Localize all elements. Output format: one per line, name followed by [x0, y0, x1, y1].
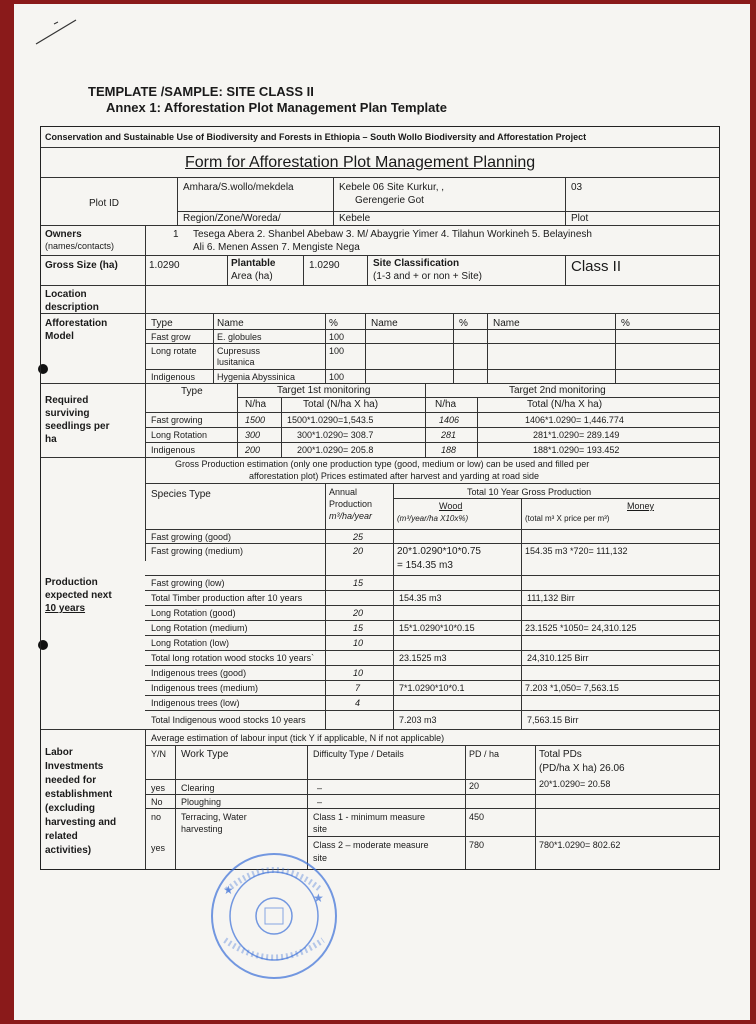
kebele-label: Kebele	[339, 213, 371, 224]
target-2-title: Target 2nd monitoring	[509, 385, 606, 396]
labor-label-5: (excluding	[45, 803, 96, 814]
production-wood: 7.203 m3	[399, 715, 437, 725]
production-species: Total Indigenous wood stocks 10 years	[151, 715, 306, 725]
owners-num: 1	[173, 229, 179, 240]
seedlings-label: Required	[45, 395, 89, 406]
seedlings-n2: 281	[441, 430, 457, 440]
model-col-name-2: Name	[371, 318, 398, 329]
production-wood: 20*1.0290*10*0.75	[397, 546, 481, 557]
seedlings-type: Indigenous	[151, 445, 196, 455]
owners-line-2: Ali 6. Menen Assen 7. Mengiste Nega	[193, 242, 360, 253]
labor-diff: –	[317, 797, 323, 807]
production-annual: 10	[353, 638, 364, 648]
seedlings-label-3: seedlings per	[45, 421, 110, 432]
model-col-pct-2: %	[459, 318, 468, 329]
labor-pd: 20	[469, 781, 480, 791]
labor-pd: 450	[469, 812, 485, 822]
production-species: Long Rotation (low)	[151, 638, 230, 648]
production-annual: 25	[353, 532, 364, 542]
model-type: Indigenous	[151, 372, 196, 382]
production-species: Long Rotation (medium)	[151, 623, 248, 633]
labor-label-3: needed for	[45, 775, 97, 786]
model-label-2: Model	[45, 331, 74, 342]
gross-size-label: Gross Size (ha)	[45, 260, 118, 271]
pen-mark	[34, 14, 80, 48]
svg-text:★: ★	[313, 891, 324, 905]
labor-col-diff: Difficulty Type / Details	[313, 749, 404, 759]
production-col-wood: Wood	[439, 501, 463, 511]
model-name: Hygenia Abyssinica	[217, 372, 296, 382]
model-col-pct-3: %	[621, 318, 630, 329]
labor-label: Labor	[45, 747, 73, 758]
seedlings-total-2: 281*1.0290= 289.149	[533, 430, 620, 440]
region-value: Amhara/S.wollo/mekdela	[183, 182, 294, 193]
plot-label: Plot	[571, 213, 589, 224]
plot-id-label: Plot ID	[89, 198, 120, 209]
labor-col-pd: PD / ha	[469, 749, 500, 759]
seedlings-total-1: 300*1.0290= 308.7	[297, 430, 374, 440]
model-type: Fast grow	[151, 332, 191, 342]
production-species: Indigenous trees (medium)	[151, 683, 259, 693]
production-col-total: Total 10 Year Gross Production	[467, 487, 592, 497]
seedlings-total-1: 1500*1.0290=1,543.5	[287, 415, 374, 425]
production-species: Indigenous trees (good)	[151, 668, 247, 678]
seedlings-n2: 188	[441, 445, 457, 455]
production-col-wood-sub: (m³/year/ha X10x%)	[397, 514, 469, 523]
owners-line-1: Tesega Abera 2. Shanbel Abebaw 3. M/ Abaygrie Yimer 4. Tilahun Workineh 5. Belayinesh	[193, 229, 592, 240]
labor-col-total: Total PDs	[539, 749, 582, 760]
owners-sublabel: (names/contacts)	[45, 241, 115, 251]
labor-diff: Class 1 - minimum measure	[313, 812, 426, 822]
site-class-value: Class II	[571, 258, 622, 275]
labor-pd: 780	[469, 840, 485, 850]
labor-diff: –	[317, 783, 323, 793]
form-title: Form for Afforestation Plot Management Planning	[185, 154, 536, 171]
labor-diff-2: site	[313, 853, 328, 863]
labor-label-8: activities)	[45, 845, 92, 856]
model-name: E. globules	[217, 332, 262, 342]
labor-total: 20*1.0290= 20.58	[539, 779, 611, 789]
production-annual: 15	[353, 623, 364, 633]
production-species: Total long rotation wood stocks 10 years`	[151, 653, 315, 663]
model-col-type: Type	[151, 318, 173, 329]
production-label-2: expected next	[45, 590, 112, 601]
labor-work: Clearing	[181, 783, 215, 793]
production-money: 7.203 *1,050= 7,563.15	[525, 683, 619, 693]
production-col-annual: Annual	[329, 487, 358, 497]
production-species: Indigenous trees (low)	[151, 698, 240, 708]
production-col-money: Money	[627, 501, 655, 511]
seedlings-total-2: 1406*1.0290= 1,446.774	[525, 415, 624, 425]
production-species: Fast growing (medium)	[151, 546, 244, 556]
seedlings-n1: 200	[245, 445, 261, 455]
production-wood: 23.1525 m3	[399, 653, 447, 663]
region-label: Region/Zone/Woreda/	[183, 213, 281, 224]
production-money: 24,310.125 Birr	[527, 653, 589, 663]
model-name-2: lusitanica	[217, 357, 255, 367]
labor-col-yn: Y/N	[151, 749, 167, 759]
seedlings-label-2: surviving	[45, 408, 90, 419]
seedlings-col-nha-2: N/ha	[435, 399, 457, 410]
seedlings-label-4: ha	[45, 434, 57, 445]
gross-size-value: 1.0290	[149, 260, 180, 271]
labor-note: Average estimation of labour input (tick Y if applicable, N if not applicable)	[151, 733, 445, 743]
production-species: Total Timber production after 10 years	[151, 593, 303, 603]
official-stamp	[205, 850, 343, 982]
labor-work-2: harvesting	[181, 824, 223, 834]
production-money: 154.35 m3 *720= 111,132	[525, 546, 628, 556]
production-col-money-sub: (total m³ X price per m³)	[525, 514, 610, 523]
seedlings-type: Long Rotation	[151, 430, 208, 440]
production-money: 23.1525 *1050= 24,310.125	[525, 623, 637, 633]
model-col-name-3: Name	[493, 318, 520, 329]
production-note-2: afforestation plot) Prices estimated after harvest and yarding at road side	[249, 471, 539, 481]
production-money: 111,132 Birr	[527, 593, 575, 603]
labor-col-work: Work Type	[181, 749, 229, 760]
labor-work: Terracing, Water	[181, 812, 247, 822]
production-wood: 154.35 m3	[399, 593, 442, 603]
labor-yn: no	[151, 812, 162, 822]
model-col-pct: %	[329, 318, 338, 329]
location-label-2: description	[45, 302, 99, 313]
seedlings-n1: 1500	[245, 415, 266, 425]
labor-total: 780*1.0290= 802.62	[539, 840, 621, 850]
seedlings-col-type: Type	[181, 386, 203, 397]
labor-diff-2: site	[313, 824, 328, 834]
seedlings-col-total: Total (N/ha X ha)	[303, 399, 379, 410]
seedlings-col-total-2: Total (N/ha X ha)	[527, 399, 603, 410]
location-label: Location	[45, 289, 87, 300]
model-type: Long rotate	[151, 346, 197, 356]
production-species: Fast growing (good)	[151, 532, 232, 542]
seedlings-total-2: 188*1.0290= 193.452	[533, 445, 620, 455]
production-annual: 7	[355, 683, 361, 693]
production-col-annual-2: Production	[329, 499, 373, 509]
production-note: Gross Production estimation (only one production type (good, medium or low) can be used and filled per	[175, 459, 590, 469]
production-annual: 4	[355, 698, 361, 708]
production-wood-2: = 154.35 m3	[397, 560, 453, 571]
seedlings-total-1: 200*1.0290= 205.8	[297, 445, 374, 455]
production-col-species: Species Type	[151, 489, 211, 500]
seedlings-n2: 1406	[439, 415, 460, 425]
labor-label-6: harvesting and	[45, 817, 117, 828]
labor-yn: yes	[151, 843, 166, 853]
labor-diff: Class 2 – moderate measure	[313, 840, 429, 850]
labor-yn: yes	[151, 783, 166, 793]
header-line-1: TEMPLATE /SAMPLE: SITE CLASS II	[88, 84, 314, 99]
production-wood: 7*1.0290*10*0.1	[399, 683, 465, 693]
target-1-title: Target 1st monitoring	[277, 385, 371, 396]
production-annual: 20	[353, 546, 364, 556]
seedlings-n1: 300	[245, 430, 261, 440]
plot-value: 03	[571, 182, 583, 193]
kebele-value-2: Gerengerie Got	[355, 195, 424, 206]
kebele-value: Kebele 06 Site Kurkur, ,	[339, 182, 445, 193]
svg-text:★: ★	[223, 883, 234, 897]
labor-label-2: Investments	[45, 761, 104, 772]
model-pct: 100	[329, 332, 345, 342]
header-line-2: Annex 1: Afforestation Plot Management Plan Template	[106, 100, 447, 115]
labor-col-total-2: (PD/ha X ha) 26.06	[539, 763, 625, 774]
site-class-label: Site Classification	[373, 258, 460, 269]
labor-label-4: establishment	[45, 789, 113, 800]
model-col-name: Name	[217, 318, 244, 329]
production-wood: 15*1.0290*10*0.15	[399, 623, 475, 633]
production-label: Production	[45, 577, 98, 588]
model-name: Cupresuss	[217, 346, 261, 356]
site-class-sub: (1-3 and + or non + Site)	[373, 271, 482, 282]
model-pct: 100	[329, 346, 345, 356]
production-money: 7,563.15 Birr	[527, 715, 579, 725]
plantable-value: 1.0290	[309, 260, 340, 271]
plantable-label: Plantable	[231, 258, 276, 269]
plantable-label-2: Area (ha)	[231, 271, 273, 282]
model-pct: 100	[329, 372, 345, 382]
labor-yn: No	[151, 797, 163, 807]
seedlings-col-nha: N/ha	[245, 399, 267, 410]
production-annual: 10	[353, 668, 364, 678]
owners-label: Owners	[45, 229, 82, 240]
production-col-annual-3: m³/ha/year	[329, 511, 373, 521]
project-title: Conservation and Sustainable Use of Biodiversity and Forests in Ethiopia – South Wollo Biodiversity and Afforestation Project	[45, 132, 587, 142]
production-annual: 15	[353, 578, 364, 588]
plan-form	[40, 126, 720, 870]
seedlings-type: Fast growing	[151, 415, 203, 425]
production-species: Long Rotation (good)	[151, 608, 236, 618]
production-label-3: 10 years	[45, 603, 86, 614]
production-species: Fast growing (low)	[151, 578, 225, 588]
labor-label-7: related	[45, 831, 78, 842]
production-annual: 20	[353, 608, 364, 618]
model-label: Afforestation	[45, 318, 108, 329]
labor-work: Ploughing	[181, 797, 222, 807]
